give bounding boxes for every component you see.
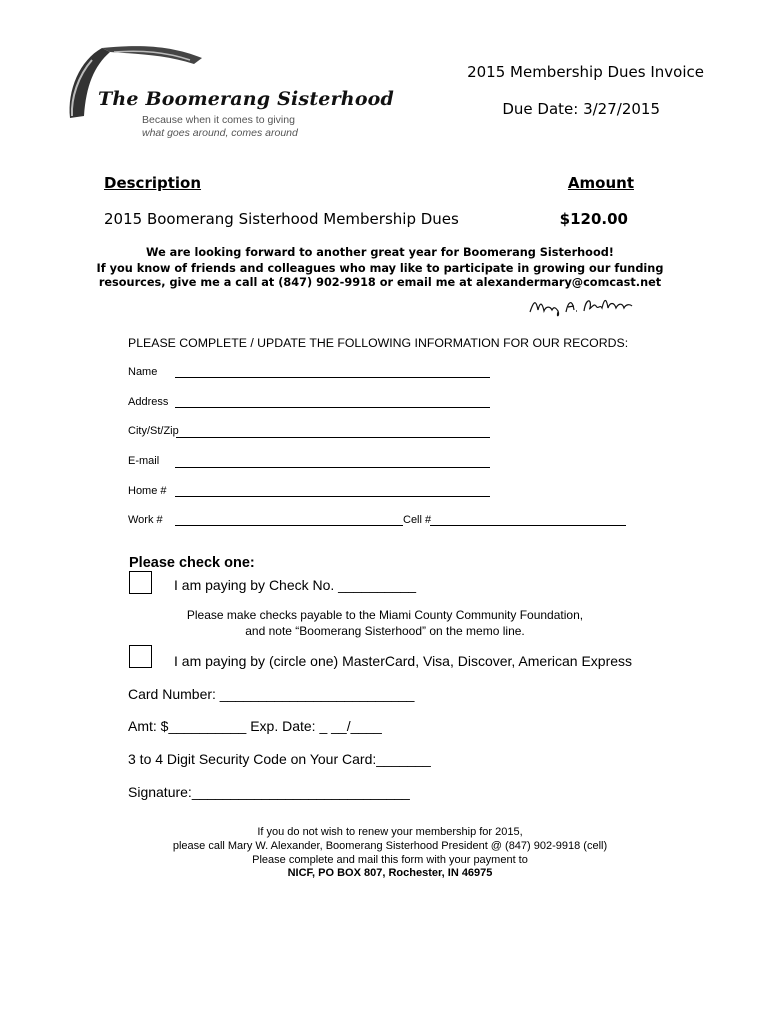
logo-tagline: Because when it comes to giving: [142, 114, 295, 126]
amount-header: Amount: [567, 174, 634, 192]
line-item-amount: $120.00: [559, 210, 628, 228]
cell-phone-label: Cell #: [403, 514, 432, 526]
home-phone-label: Home #: [128, 485, 167, 497]
logo-tagline: what goes around, comes around: [142, 127, 298, 139]
amount-expiry-field[interactable]: Amt: $__________ Exp. Date: _ __/____: [128, 718, 382, 734]
cell-phone-field[interactable]: [430, 525, 626, 526]
card-number-field[interactable]: Card Number: _________________________: [128, 686, 415, 702]
handwritten-signature: [528, 294, 634, 318]
work-phone-label: Work #: [128, 514, 163, 526]
check-note: and note “Boomerang Sisterhood” on the memo line.: [245, 624, 525, 638]
footer-line: please call Mary W. Alexander, Boomerang Sisterhood President @ (847) 902-9918 (cell): [172, 840, 608, 852]
line-item-description: 2015 Boomerang Sisterhood Membership Dues: [104, 210, 459, 228]
email-label: E-mail: [128, 455, 160, 467]
check-payment-checkbox[interactable]: [129, 571, 152, 594]
signature-field[interactable]: Signature:____________________________: [128, 784, 410, 800]
address-field[interactable]: [175, 407, 490, 408]
card-payment-checkbox[interactable]: [129, 645, 152, 668]
message-line: We are looking forward to another great year for Boomerang Sisterhood!: [146, 246, 614, 259]
footer-line: If you do not wish to renew your membership for 2015,: [257, 826, 523, 838]
mailing-address: NICF, PO BOX 807, Rochester, IN 46975: [287, 867, 493, 879]
name-field[interactable]: [175, 377, 490, 378]
email-field[interactable]: [175, 467, 490, 468]
work-phone-field[interactable]: [175, 525, 403, 526]
invoice-title: 2015 Membership Dues Invoice: [467, 63, 704, 81]
footer-line: Please complete and mail this form with your payment to: [252, 854, 528, 866]
due-date: Due Date: 3/27/2015: [502, 100, 660, 118]
description-header: Description: [104, 174, 202, 192]
signature-image: [528, 294, 634, 318]
card-payment-option: I am paying by (circle one) MasterCard, Visa, Discover, American Express: [174, 653, 633, 669]
records-heading: PLEASE COMPLETE / UPDATE THE FOLLOWING INFORMATION FOR OUR RECORDS:: [128, 336, 629, 350]
payment-heading: Please check one:: [129, 555, 255, 571]
logo-name: The Boomerang Sisterhood: [98, 88, 395, 110]
message-line: If you know of friends and colleagues who may like to participate in growing our funding: [96, 262, 664, 275]
message-line: resources, give me a call at (847) 902-9918 or email me at alexandermary@comcast.net: [98, 276, 662, 289]
check-payment-option: I am paying by Check No. __________: [174, 577, 417, 593]
city-field[interactable]: [176, 437, 490, 438]
check-note: Please make checks payable to the Miami County Community Foundation,: [186, 608, 584, 622]
city-label: City/St/Zip: [128, 425, 179, 437]
name-label: Name: [128, 366, 158, 378]
security-code-field[interactable]: 3 to 4 Digit Security Code on Your Card:_______: [128, 751, 431, 767]
home-phone-field[interactable]: [175, 496, 490, 497]
address-label: Address: [128, 396, 169, 408]
